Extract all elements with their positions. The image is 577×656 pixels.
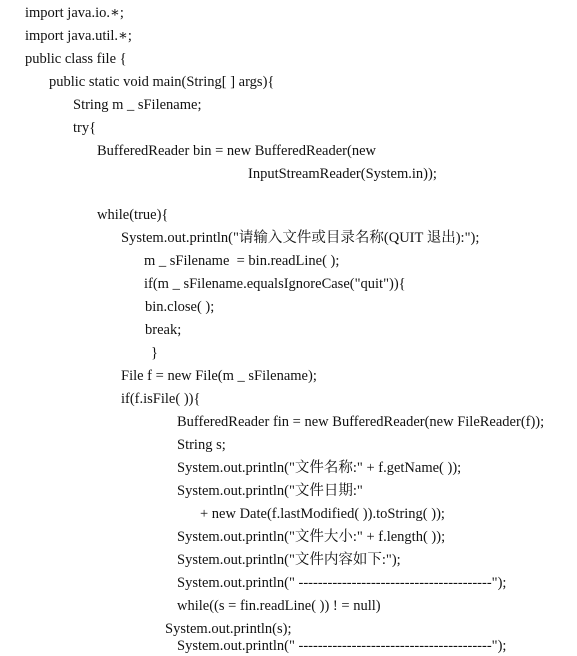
code-line: String m _ sFilename; <box>73 97 202 113</box>
code-line: if(m _ sFilename.equalsIgnoreCase("quit")){ <box>144 276 406 292</box>
code-line: System.out.println("文件名称:" + f.getName( )); <box>177 460 462 476</box>
code-line: bin.close( ); <box>145 299 215 315</box>
code-line: String s; <box>177 437 226 453</box>
code-line: BufferedReader bin = new BufferedReader(new <box>97 143 376 159</box>
code-line: if(f.isFile( )){ <box>121 391 201 407</box>
code-line: System.out.println(s); <box>165 621 292 637</box>
code-line: BufferedReader fin = new BufferedReader(new FileReader(f)); <box>177 414 545 430</box>
code-line: break; <box>145 322 182 338</box>
code-line: import java.util.∗; <box>25 28 132 44</box>
code-line: System.out.println("文件内容如下:"); <box>177 552 401 568</box>
code-line: } <box>151 345 158 361</box>
code-line: while((s = fin.readLine( )) ! = null) <box>177 598 381 614</box>
code-line: import java.io.∗; <box>25 5 124 21</box>
code-line: System.out.println(" ----------------------------------------"); <box>177 638 507 654</box>
code-line: while(true){ <box>97 207 169 223</box>
code-line: + new Date(f.lastModified( )).toString( )); <box>200 506 445 522</box>
code-line: try{ <box>73 120 97 136</box>
code-line: public static void main(String[ ] args){ <box>49 74 275 90</box>
code-line: System.out.println(" ----------------------------------------"); <box>177 575 507 591</box>
code-line: System.out.println("文件大小:" + f.length( )); <box>177 529 446 545</box>
code-line: System.out.println("请输入文件或目录名称(QUIT 退出):"); <box>121 230 480 246</box>
code-line: public class file { <box>25 51 127 67</box>
code-line: File f = new File(m _ sFilename); <box>121 368 317 384</box>
code-line: System.out.println("文件日期:" <box>177 483 363 499</box>
code-line: m _ sFilename = bin.readLine( ); <box>144 253 340 269</box>
code-line: InputStreamReader(System.in)); <box>248 166 437 182</box>
